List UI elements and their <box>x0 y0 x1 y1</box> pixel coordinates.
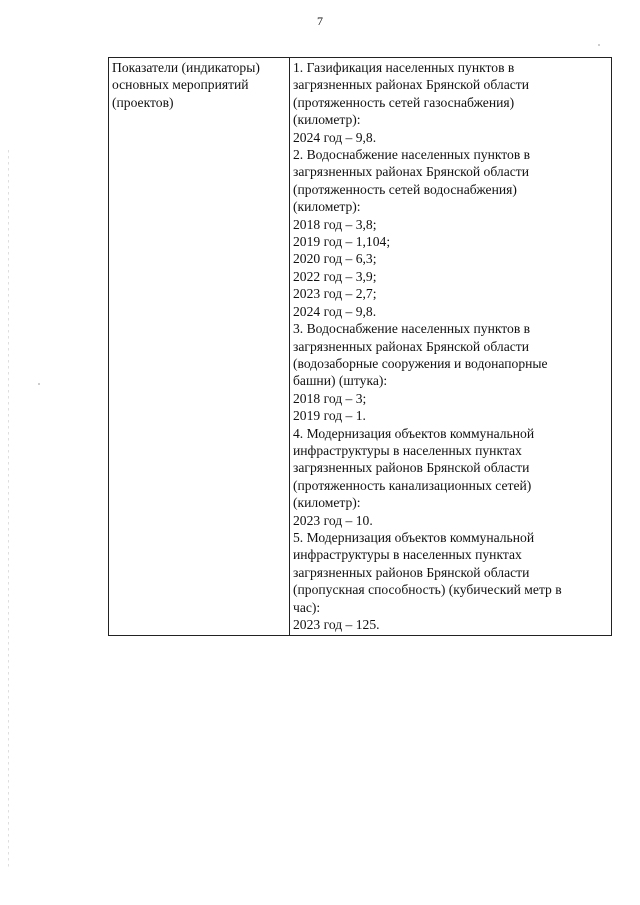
indicator-values-cell <box>290 58 612 636</box>
indicator-value-line: загрязненных районов Брянской области <box>293 460 530 476</box>
indicator-value-line: (водозаборные сооружения и водонапорные <box>293 355 548 371</box>
indicator-label-line: (проектов) <box>112 94 174 110</box>
indicator-value-line: загрязненных районах Брянской области <box>293 77 529 93</box>
indicator-value-line: 4. Модернизация объектов коммунальной <box>293 425 535 441</box>
indicator-value-line: (километр): <box>293 495 361 511</box>
indicator-value-line: 2018 год – 3; <box>293 390 367 406</box>
indicator-values-text <box>293 59 609 633</box>
indicator-value-line: 2024 год – 9,8. <box>293 303 377 319</box>
indicator-value-line: (протяженность канализационных сетей) <box>293 477 532 493</box>
scan-speck <box>598 44 600 46</box>
indicator-value-line: 1. Газификация населенных пунктов в <box>293 60 515 75</box>
indicator-value-line: 2019 год – 1. <box>293 408 366 424</box>
indicator-value-line: 2020 год – 6,3; <box>293 251 377 267</box>
scan-speck <box>38 383 40 385</box>
indicator-label-cell <box>109 58 290 636</box>
indicator-value-line: (километр): <box>293 199 361 215</box>
scan-margin-artifact <box>8 150 9 870</box>
indicator-value-line: (протяженность сетей газоснабжения) <box>293 94 515 110</box>
indicator-value-line: (километр): <box>293 112 361 128</box>
indicator-value-line: 2019 год – 1,104; <box>293 234 391 250</box>
indicator-value-line: инфраструктуры в населенных пунктах <box>293 547 522 563</box>
indicator-label-line: основных мероприятий <box>112 77 249 93</box>
indicator-value-line: 2023 год – 2,7; <box>293 286 377 302</box>
table-row <box>109 58 612 636</box>
indicator-value-line: 5. Модернизация объектов коммунальной <box>293 529 535 545</box>
indicator-value-line: (протяженность сетей водоснабжения) <box>293 181 517 197</box>
indicator-value-line: 2023 год – 125. <box>293 617 380 632</box>
indicator-value-line: загрязненных районах Брянской области <box>293 338 529 354</box>
indicator-value-line: 2024 год – 9,8. <box>293 129 377 145</box>
indicator-value-line: 2. Водоснабжение населенных пунктов в <box>293 147 531 163</box>
indicator-value-line: (пропускная способность) (кубический метр в <box>293 582 562 598</box>
indicator-value-line: загрязненных районов Брянской области <box>293 564 530 580</box>
indicators-table <box>108 57 612 636</box>
indicator-label-text <box>112 59 287 111</box>
indicator-value-line: 2018 год – 3,8; <box>293 216 377 232</box>
indicator-value-line: 2023 год – 10. <box>293 512 373 528</box>
indicator-value-line: час): <box>293 599 321 615</box>
indicator-value-line: загрязненных районах Брянской области <box>293 164 529 180</box>
page-number: 7 <box>317 14 323 28</box>
indicator-value-line: инфраструктуры в населенных пунктах <box>293 442 522 458</box>
indicator-value-line: башни) (штука): <box>293 373 388 389</box>
indicator-label-line: Показатели (индикаторы) <box>112 60 260 75</box>
indicator-value-line: 3. Водоснабжение населенных пунктов в <box>293 321 531 337</box>
indicator-value-line: 2022 год – 3,9; <box>293 268 377 284</box>
